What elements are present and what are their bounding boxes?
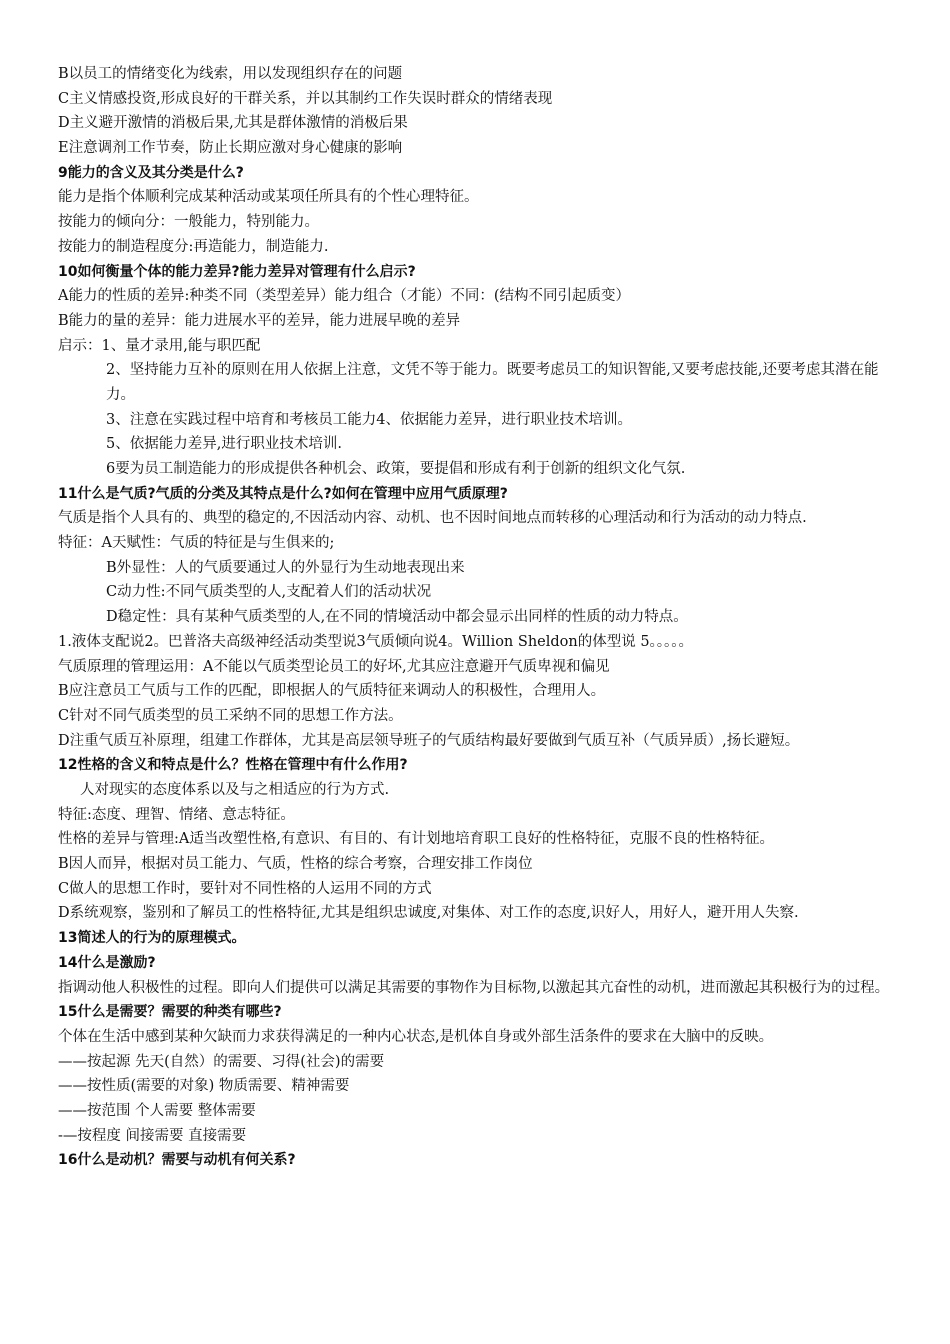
text-line: D稳定性：具有某种气质类型的人,在不同的情境活动中都会显示出同样的性质的动力特点。 xyxy=(106,609,688,626)
text-line: 气质是指个人具有的、典型的稳定的,不因活动内容、动机、也不因时间地点而转移的心理活动和行为活动的动力特点. xyxy=(58,510,807,527)
text-line: 1.液体支配说2。巴普洛夫高级神经活动类型说3气质倾向说4。Willion Sheldon的体型说 5。。。。。 xyxy=(58,633,694,650)
text-line: B应注意员工气质与工作的匹配，即根据人的气质特征来调动人的积极性，合理用人。 xyxy=(58,683,606,700)
text-line: ——按性质(需要的对象) 物质需要、精神需要 xyxy=(58,1078,350,1095)
text-line: 启示：1、量才录用,能与职匹配 xyxy=(58,337,261,354)
text-line: C主义情感投资,形成良好的干群关系，并以其制约工作失误时群众的情绪表现 xyxy=(58,90,553,107)
text-line: D主义避开激情的消极后果,尤其是群体激情的消极后果 xyxy=(58,115,408,132)
text-line: 人对现实的态度体系以及与之相适应的行为方式. xyxy=(80,782,390,798)
text-line: ——按起源 先天(自然）的需要、习得(社会)的需要 xyxy=(58,1053,385,1070)
text-line: 5、依据能力差异,进行职业技术培训. xyxy=(106,436,342,453)
text-line: 个体在生活中感到某种欠缺而力求获得满足的一种内心状态,是机体自身或外部生活条件的要求在大脑中的反映。 xyxy=(58,1028,774,1045)
text-line: 2、坚持能力互补的原则在用人依据上注意，文凭不等于能力。既要考虑员工的知识智能,又要考虑技能,还要考虑其潜在能力。 xyxy=(106,362,879,403)
text-line: 3、注意在实践过程中培育和考核员工能力4、依据能力差异，进行职业技术培训。 xyxy=(106,411,632,428)
text-line: A能力的性质的差异:种类不同（类型差异）能力组合（才能）不同：(结构不同引起质变） xyxy=(58,288,631,305)
section-heading: 11什么是气质?气质的分类及其特点是什么?如何在管理中应用气质原理? xyxy=(58,485,508,502)
text-line: D系统观察，鉴别和了解员工的性格特征,尤其是组织忠诚度,对集体、对工作的态度,识好人，用好人，避开用人失察. xyxy=(58,905,799,922)
section-heading: 14什么是激励? xyxy=(58,954,156,971)
section-heading: 12性格的含义和特点是什么？性格在管理中有什么作用? xyxy=(58,757,408,774)
text-line: B外显性：人的气质要通过人的外显行为生动地表现出来 xyxy=(106,559,465,576)
text-line: C针对不同气质类型的员工采纳不同的思想工作方法。 xyxy=(58,707,403,724)
section-heading: 15什么是需要？需要的种类有哪些? xyxy=(58,1004,282,1021)
text-line: 能力是指个体顺利完成某种活动或某项任所具有的个性心理特征。 xyxy=(58,189,479,206)
text-line: B因人而异，根据对员工能力、气质，性格的综合考察，合理安排工作岗位 xyxy=(58,856,533,873)
document-page xyxy=(58,62,896,1173)
section-heading: 9能力的含义及其分类是什么? xyxy=(58,164,244,181)
text-line: 按能力的制造程度分:再造能力，制造能力. xyxy=(58,238,329,255)
text-line: C动力性:不同气质类型的人,支配着人们的活动状况 xyxy=(106,584,432,601)
text-line: 特征：A天赋性：气质的特征是与生俱来的; xyxy=(58,535,335,552)
text-line: 指调动他人积极性的过程。即向人们提供可以满足其需要的事物作为目标物,以激起其亢奋性的动机，进而激起其积极行为的过程。 xyxy=(58,979,890,996)
text-line: 特征:态度、理智、情绪、意志特征。 xyxy=(58,806,295,823)
text-line: D注重气质互补原理，组建工作群体，尤其是高层领导班子的气质结构最好要做到气质互补（气质异质）,扬长避短。 xyxy=(58,732,800,749)
text-line: B以员工的情绪变化为线索，用以发现组织存在的问题 xyxy=(58,66,403,82)
text-line: 按能力的倾向分：一般能力，特别能力。 xyxy=(58,214,319,231)
text-line: 气质原理的管理运用：A不能以气质类型论员工的好坏,尤其应注意避开气质卑视和偏见 xyxy=(58,658,610,675)
text-line: E注意调剂工作节奏，防止长期应激对身心健康的影响 xyxy=(58,140,403,157)
section-heading: 16什么是动机？需要与动机有何关系? xyxy=(58,1152,296,1169)
text-line: 6要为员工制造能力的形成提供各种机会、政策，要提倡和形成有利于创新的组织文化气氛. xyxy=(106,461,686,478)
text-line: ——按范围 个人需要 整体需要 xyxy=(58,1102,256,1119)
section-heading: 13简述人的行为的原理模式。 xyxy=(58,930,246,947)
section-heading: 10如何衡量个体的能力差异?能力差异对管理有什么启示? xyxy=(58,263,416,280)
text-line: 性格的差异与管理:A适当改塑性格,有意识、有目的、有计划地培育职工良好的性格特征，克服不良的性格特征。 xyxy=(58,831,774,848)
text-line: B能力的量的差异：能力进展水平的差异，能力进展早晚的差异 xyxy=(58,312,461,329)
text-line: -—按程度 间接需要 直接需要 xyxy=(58,1127,247,1144)
text-line: C做人的思想工作时，要针对不同性格的人运用不同的方式 xyxy=(58,880,432,897)
